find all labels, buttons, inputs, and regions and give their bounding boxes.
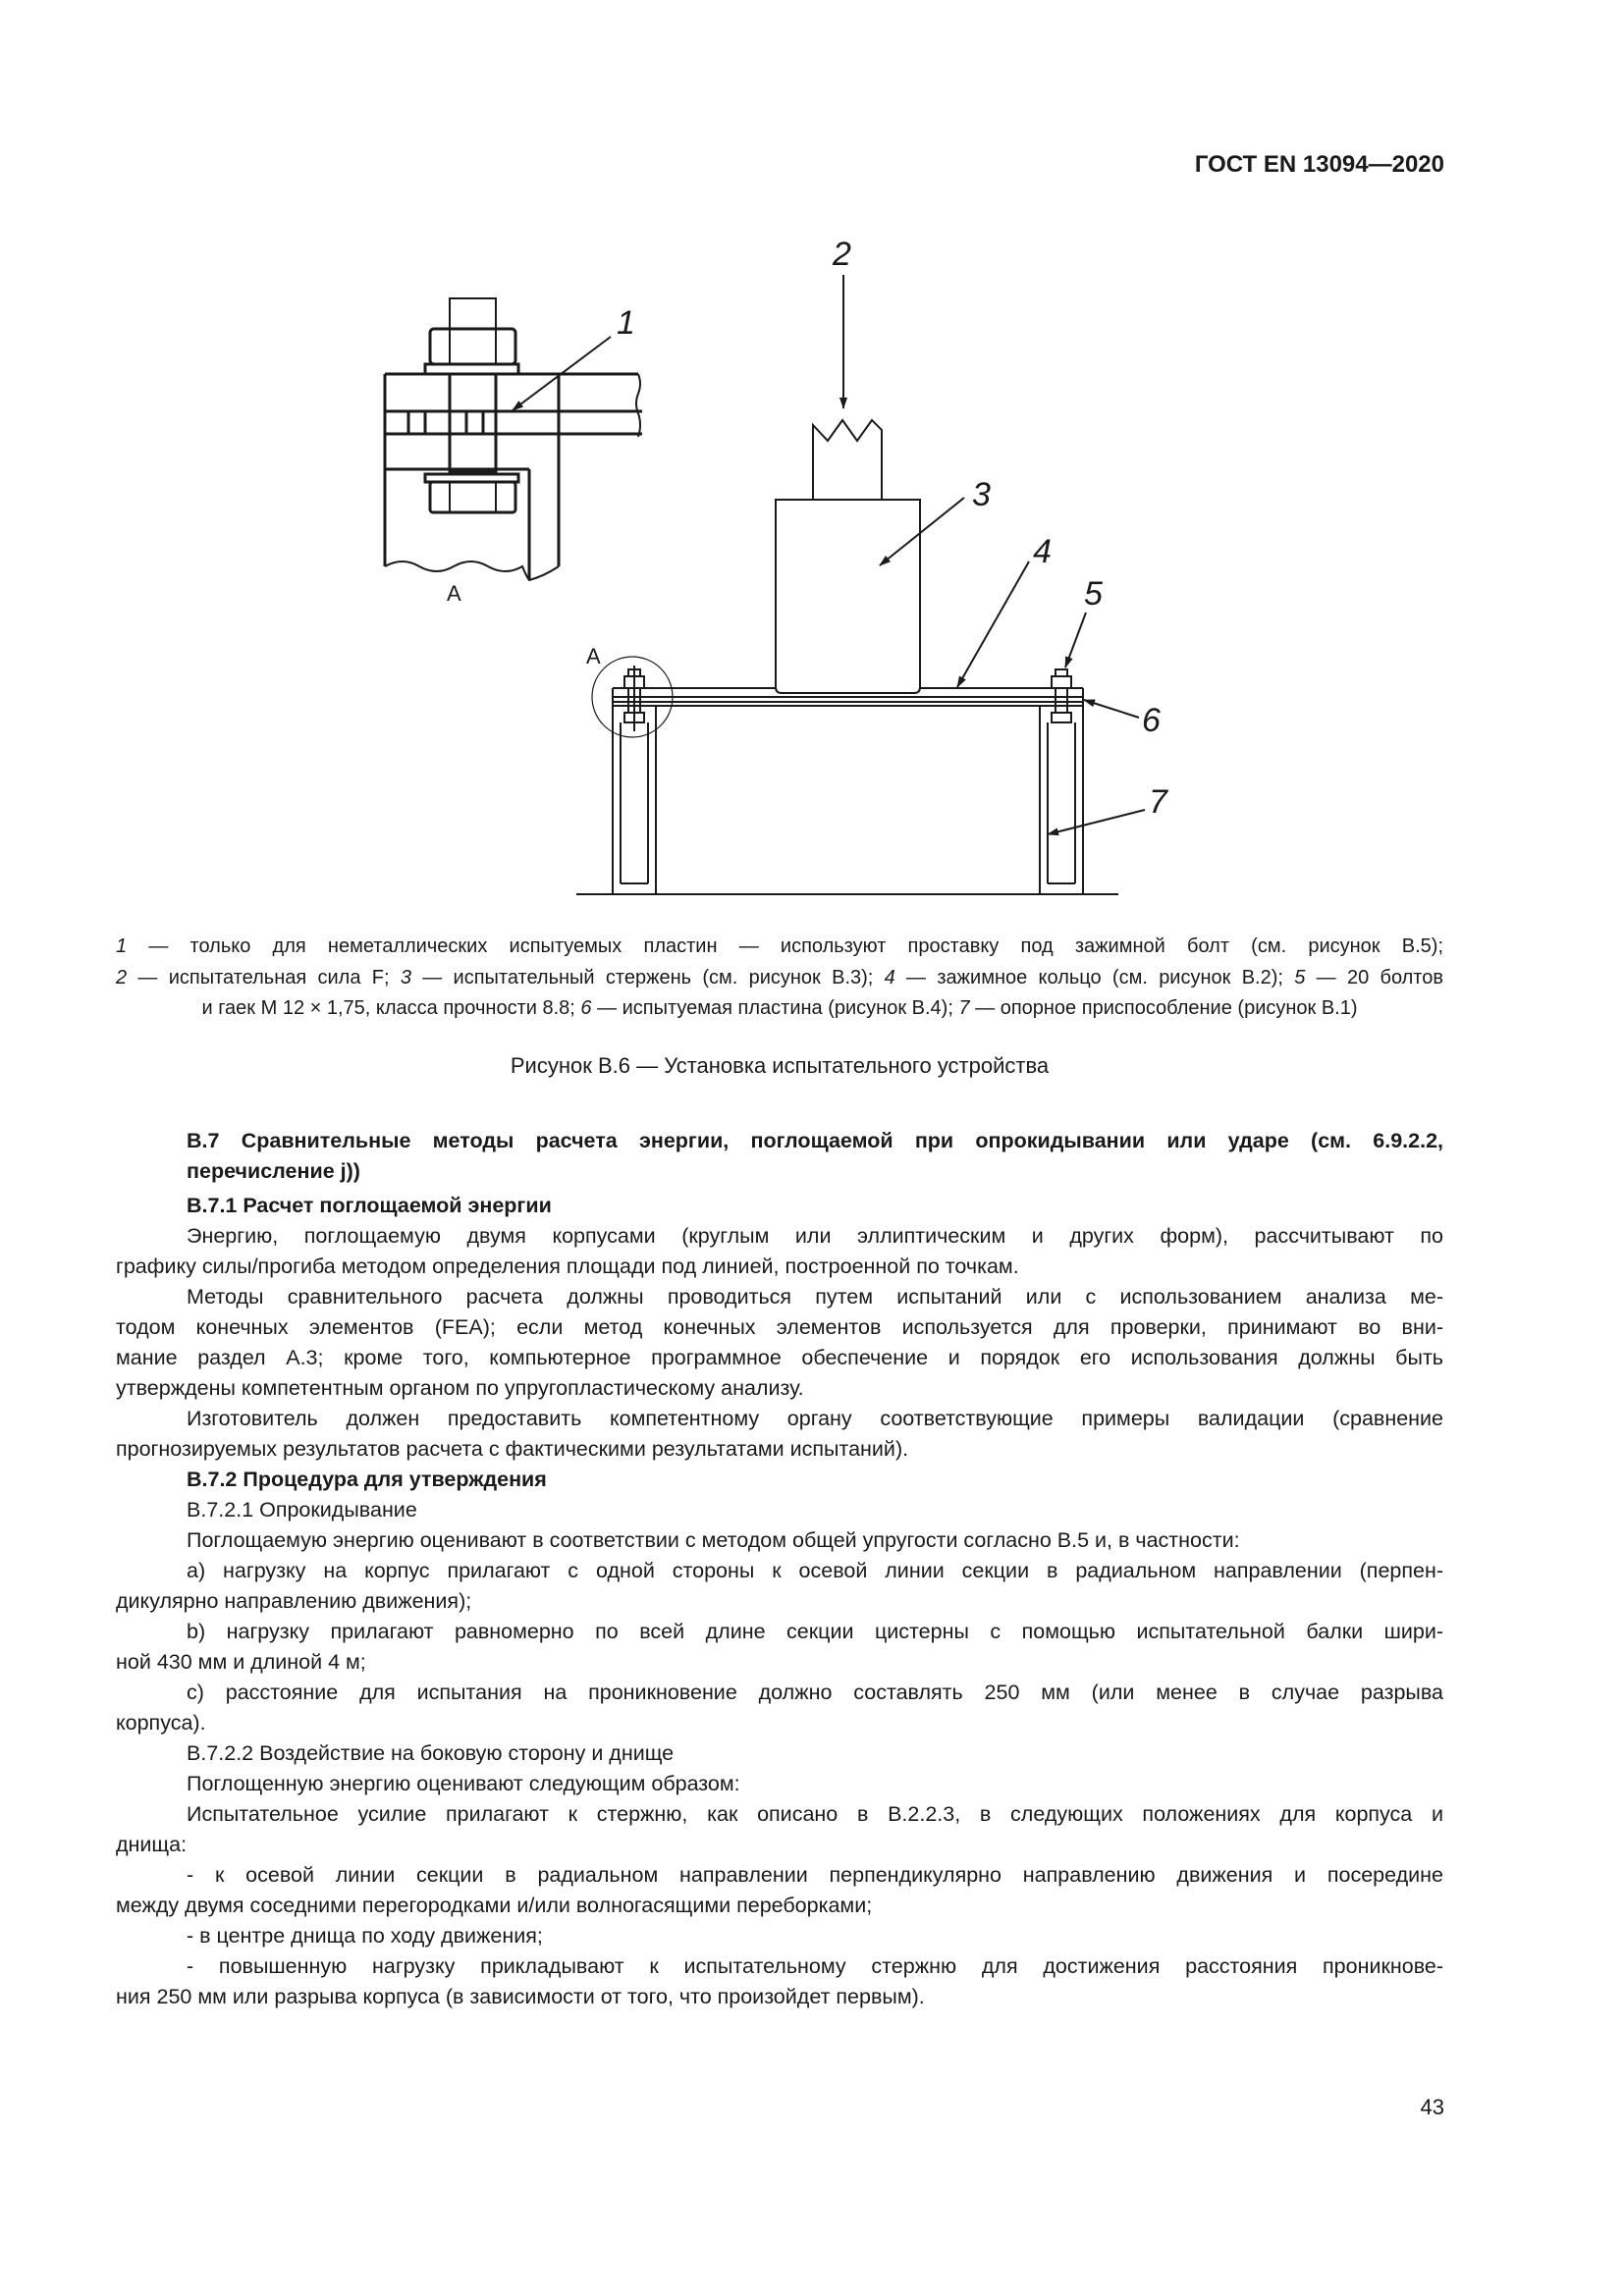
section-heading: перечисление j)) bbox=[187, 1159, 360, 1183]
legend-text: и гаек М 12 × 1,75, класса прочности 8.8; bbox=[201, 997, 581, 1019]
list-item-line: - повышенную нагрузку прикладывают к испытательному стержню для достижения расстояния проникнове- bbox=[187, 1954, 1443, 1978]
paragraph-line: тодом конечных элементов (FEA); если метод конечных элементов используется для проверки, принимают во вни- bbox=[116, 1315, 1443, 1339]
list-item-line: b) нагрузку прилагают равномерно по всей длине секции цистерны с помощью испытательной балки шири- bbox=[187, 1620, 1443, 1643]
clause-heading: В.7.2.2 Воздействие на боковую сторону и днище bbox=[187, 1741, 675, 1765]
label-6: 6 bbox=[1142, 702, 1161, 739]
label-2: 2 bbox=[833, 236, 851, 273]
page-number: 43 bbox=[1420, 2095, 1444, 2119]
legend-text: — 20 болтов bbox=[1305, 966, 1443, 988]
list-item-line: дикулярно направлению движения); bbox=[116, 1589, 472, 1613]
legend-line bbox=[116, 993, 1443, 1025]
subsection-heading: В.7.2 Процедура для утверждения bbox=[187, 1468, 547, 1491]
legend-num: 6 bbox=[580, 997, 592, 1019]
paragraph-line: утверждены компетентным органом по упругопластическому анализу. bbox=[116, 1376, 804, 1400]
detail-a-view bbox=[385, 298, 642, 606]
legend-line bbox=[116, 963, 1443, 994]
paragraph-line: днища: bbox=[116, 1833, 188, 1856]
detail-a-label: A bbox=[447, 581, 461, 606]
detail-a-ref-label: A bbox=[586, 644, 601, 668]
paragraph-line: Изготовитель должен предоставить компетентному органу соответствующие примеры валидации (сравнение bbox=[187, 1407, 1443, 1430]
document-header: ГОСТ EN 13094—2020 bbox=[1194, 151, 1444, 178]
list-item-line: - к осевой линии секции в радиальном направлении перпендикулярно направлению движения и посередине bbox=[187, 1863, 1443, 1887]
legend-text: — зажимное кольцо (см. рисунок В.2); bbox=[894, 966, 1295, 988]
paragraph-line: Методы сравнительного расчета должны проводиться путем испытаний или с использованием анализа ме- bbox=[187, 1285, 1443, 1308]
subsection-heading: В.7.1 Расчет поглощаемой энергии bbox=[187, 1194, 552, 1217]
legend-text: — опорное приспособление (рисунок В.1) bbox=[969, 997, 1358, 1019]
paragraph-line: мание раздел А.3; кроме того, компьютерное программное обеспечение и порядок его использования должны быть bbox=[116, 1346, 1443, 1369]
legend-num: 5 bbox=[1294, 966, 1306, 988]
paragraph-line: Поглощаемую энергию оценивают в соответствии с методом общей упругости согласно В.5 и, в частности: bbox=[187, 1528, 1240, 1552]
legend-num: 2 bbox=[116, 966, 128, 988]
legend-num: 1 bbox=[116, 935, 128, 957]
list-item-line: ной 430 мм и длиной 4 м; bbox=[116, 1650, 366, 1674]
main-view bbox=[576, 236, 1168, 894]
paragraph-line: Испытательное усилие прилагают к стержню, как описано в В.2.2.3, в следующих положениях для корпуса и bbox=[187, 1802, 1443, 1826]
list-item-line: - в центре днища по ходу движения; bbox=[187, 1924, 543, 1948]
legend-num: 3 bbox=[400, 966, 411, 988]
paragraph-line: Энергию, поглощаемую двумя корпусами (круглым или эллиптическим и других форм), рассчитывают по bbox=[187, 1224, 1443, 1248]
document-body bbox=[116, 1126, 1443, 2012]
legend-text: — испытательная сила F; bbox=[127, 966, 401, 988]
test-setup-drawing bbox=[0, 0, 1624, 942]
figure-title: Рисунок В.6 — Установка испытательного устройства bbox=[510, 1053, 1050, 1078]
legend-num: 4 bbox=[884, 966, 895, 988]
label-5: 5 bbox=[1084, 575, 1103, 613]
legend-line bbox=[116, 932, 1443, 963]
list-item-line: между двумя соседними перегородками и/или волногасящими переборками; bbox=[116, 1894, 873, 1917]
figure-legend bbox=[116, 932, 1443, 1025]
list-item-line: ния 250 мм или разрыва корпуса (в зависимости от того, что произойдет первым). bbox=[116, 1985, 925, 2008]
paragraph-line: Поглощенную энергию оценивают следующим образом: bbox=[187, 1772, 740, 1795]
label-7: 7 bbox=[1149, 783, 1167, 821]
legend-text: — испытуемая пластина (рисунок В.4); bbox=[591, 997, 959, 1019]
section-heading: В.7 Сравнительные методы расчета энергии, поглощаемой при опрокидывании или ударе (см. 6.9.2.2, bbox=[187, 1129, 1443, 1152]
label-3: 3 bbox=[972, 476, 991, 513]
clause-heading: В.7.2.1 Опрокидывание bbox=[187, 1498, 417, 1522]
legend-num: 7 bbox=[958, 997, 970, 1019]
label-4: 4 bbox=[1033, 533, 1052, 570]
legend-text: — испытательный стержень (см. рисунок В.3); bbox=[410, 966, 885, 988]
label-1: 1 bbox=[617, 304, 635, 342]
list-item-line: а) нагрузку на корпус прилагают с одной стороны к осевой линии секции в радиальном направлении (перпен- bbox=[187, 1559, 1443, 1582]
list-item-line: c) расстояние для испытания на проникновение должно составлять 250 мм (или менее в случае разрыва bbox=[187, 1681, 1443, 1704]
paragraph-line: графику силы/прогиба методом определения площади под линией, построенной по точкам. bbox=[116, 1255, 1019, 1278]
legend-text: — только для неметаллических испытуемых пластин — используют проставку под зажимной болт (см. рисунок В.5); bbox=[127, 935, 1443, 957]
paragraph-line: прогнозируемых результатов расчета с фактическими результатами испытаний). bbox=[116, 1437, 909, 1461]
list-item-line: корпуса). bbox=[116, 1711, 206, 1735]
